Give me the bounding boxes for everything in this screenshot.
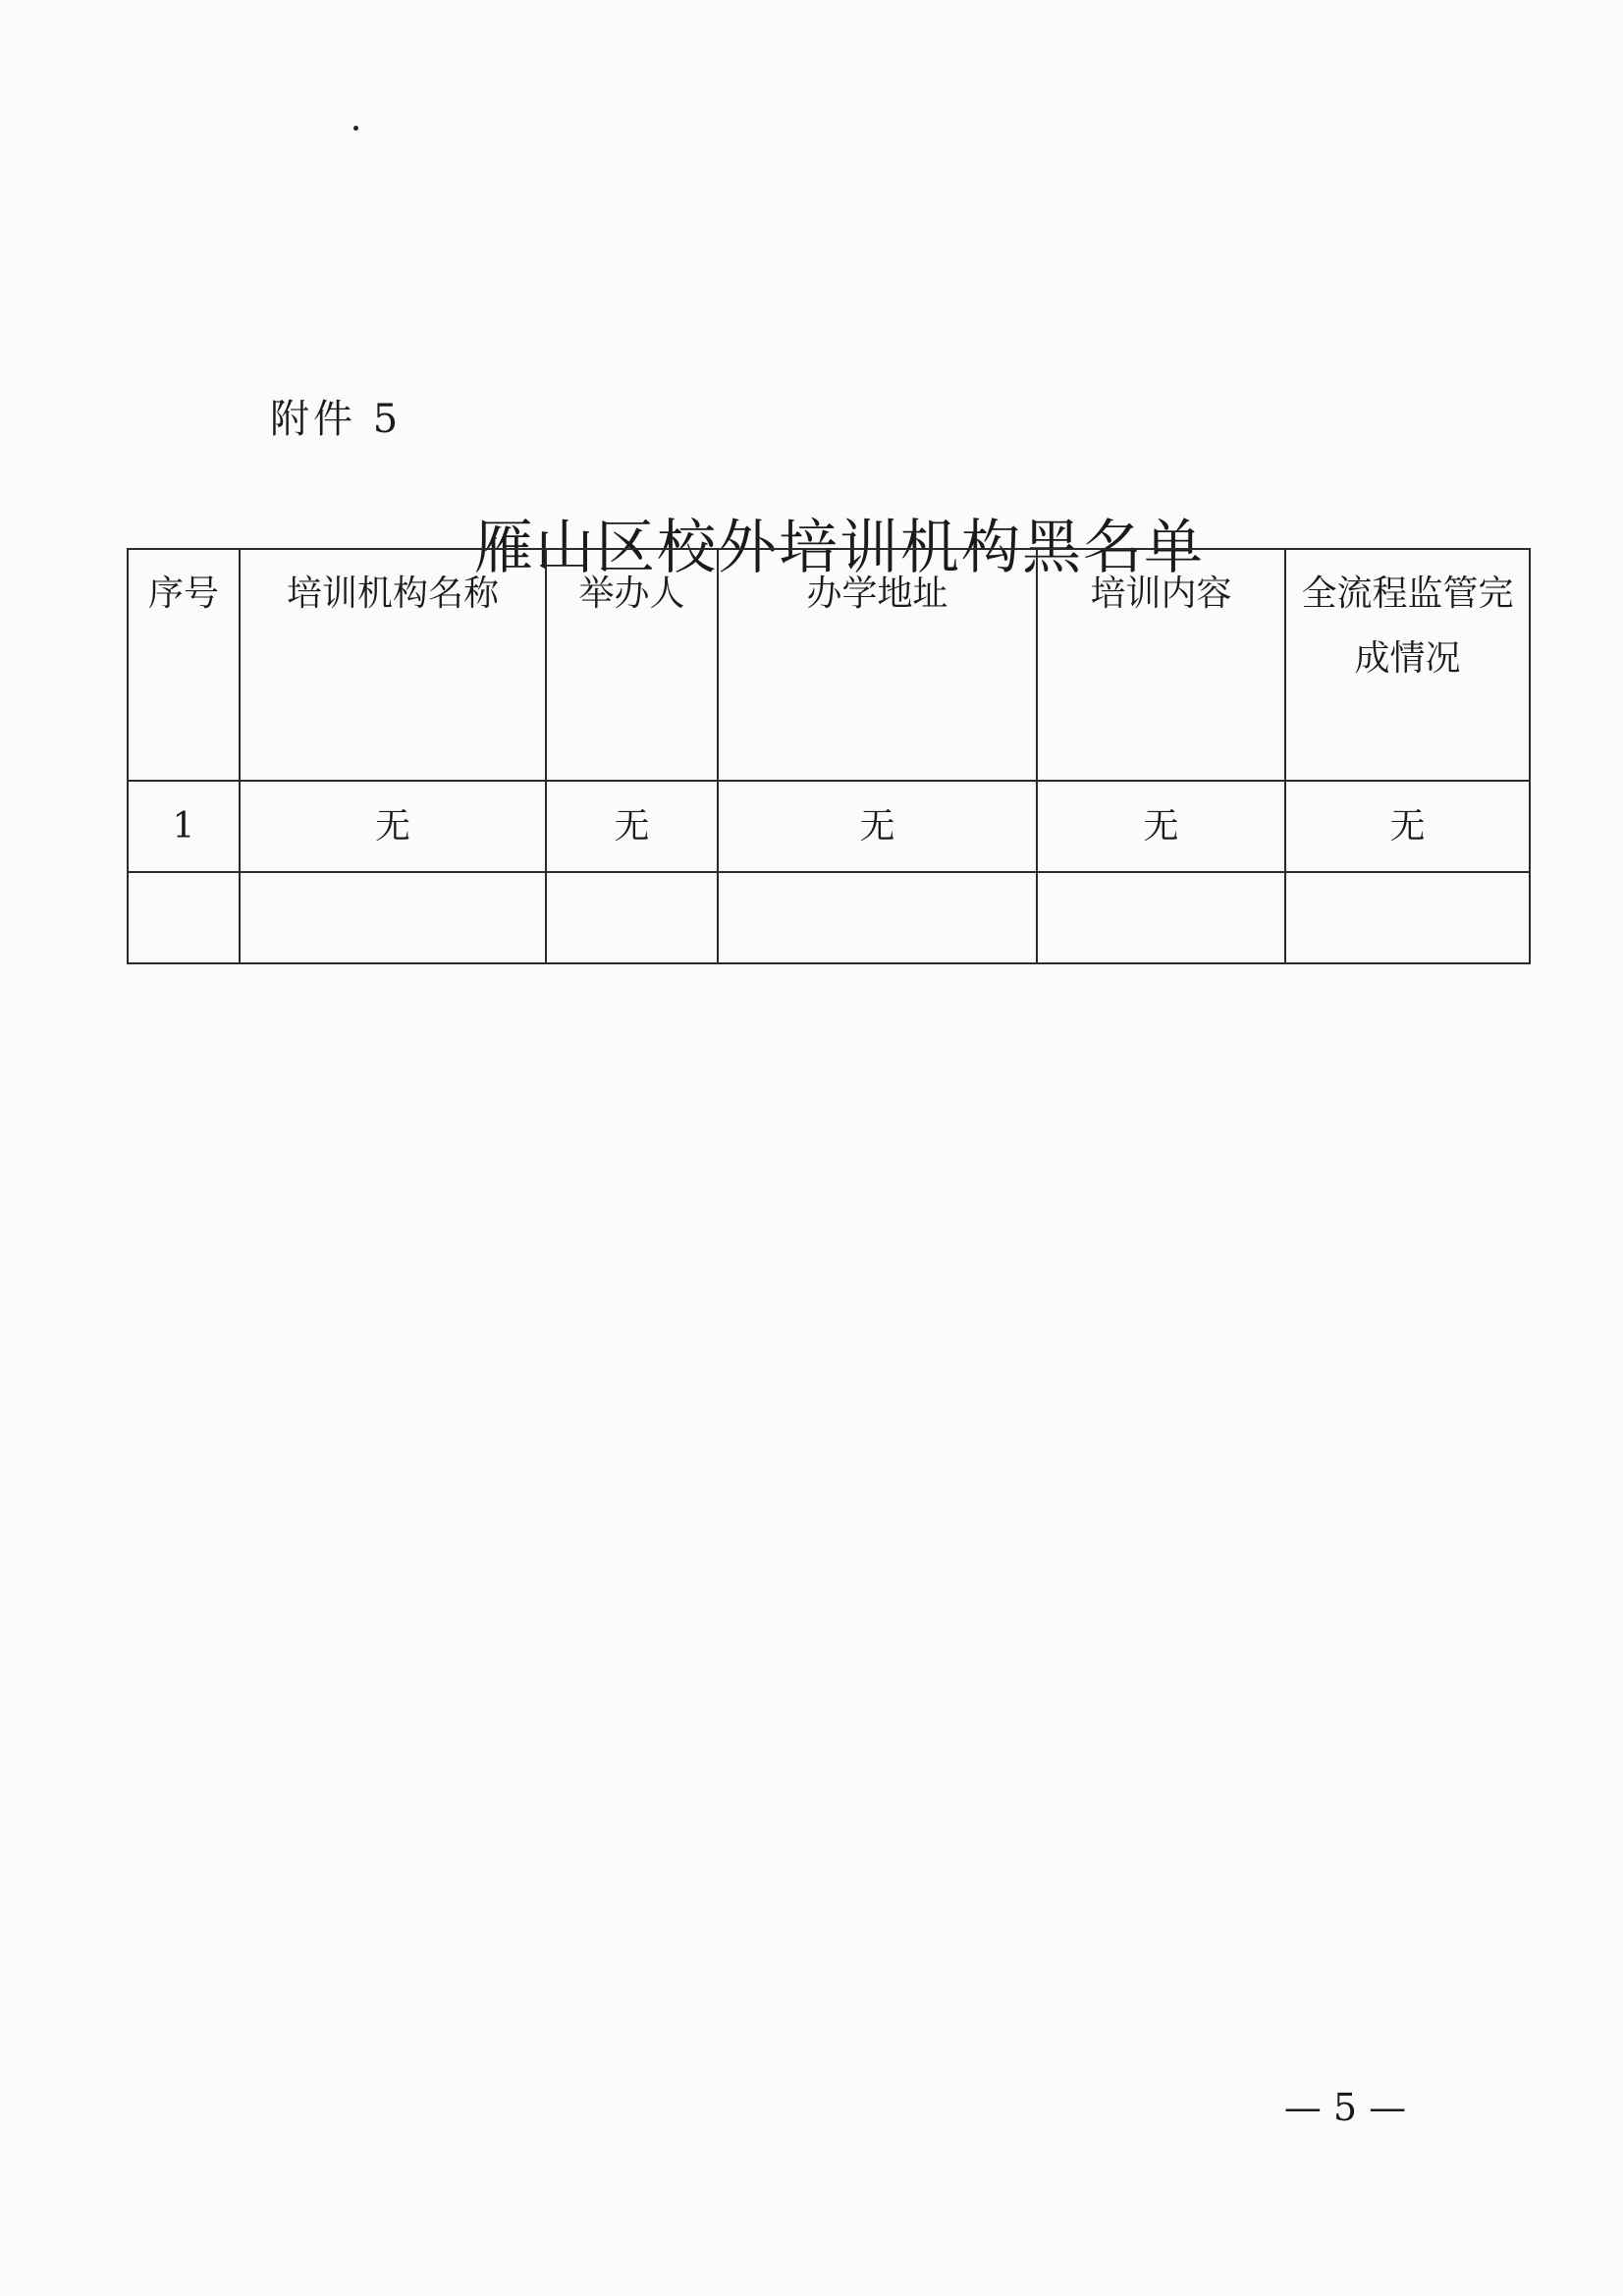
header-cell: 培训机构名称 bbox=[240, 549, 546, 781]
header-cell: 序号 bbox=[128, 549, 240, 781]
table-cell: 无 bbox=[546, 781, 718, 872]
attachment-label: 附件 5 bbox=[270, 397, 403, 442]
blacklist-table bbox=[127, 548, 1531, 964]
table-cell: 无 bbox=[240, 781, 546, 872]
table-cell: 无 bbox=[718, 781, 1037, 872]
table-header-row bbox=[128, 549, 1530, 781]
header-cell: 全流程监管完成情况 bbox=[1285, 549, 1530, 781]
header-cell: 培训内容 bbox=[1037, 549, 1285, 781]
table-cell bbox=[1285, 872, 1530, 963]
scan-speck bbox=[353, 126, 358, 131]
header-cell: 举办人 bbox=[546, 549, 718, 781]
table-cell bbox=[718, 872, 1037, 963]
table-row bbox=[128, 781, 1530, 872]
table-cell bbox=[1037, 872, 1285, 963]
table-cell bbox=[240, 872, 546, 963]
table-cell bbox=[546, 872, 718, 963]
header-cell: 办学地址 bbox=[718, 549, 1037, 781]
table-cell: 无 bbox=[1037, 781, 1285, 872]
table-cell bbox=[128, 872, 240, 963]
table-cell: 无 bbox=[1285, 781, 1530, 872]
table-cell: 1 bbox=[128, 781, 240, 872]
page-number: — 5 — bbox=[1283, 2086, 1407, 2129]
document-title: 雁山区校外培训机构黑名单 bbox=[474, 514, 1205, 583]
table-row bbox=[128, 872, 1530, 963]
